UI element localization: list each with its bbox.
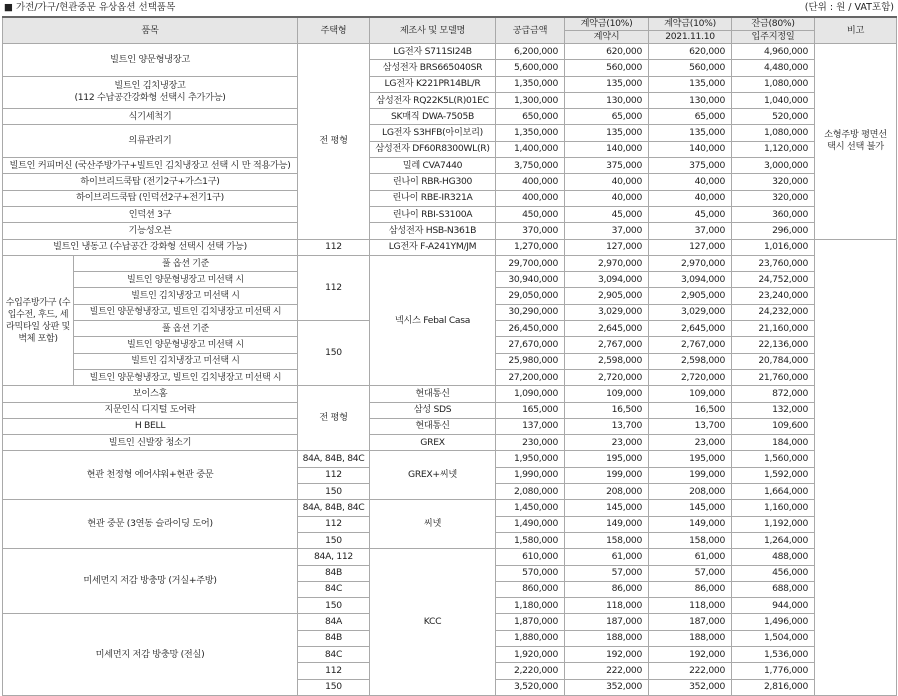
price-cell: 118,000 xyxy=(649,598,732,614)
price-cell: 360,000 xyxy=(732,206,815,222)
price-cell: 40,000 xyxy=(649,190,732,206)
price-cell: 2,970,000 xyxy=(649,255,732,271)
type-cell: 150 xyxy=(298,484,370,500)
price-cell: 149,000 xyxy=(565,516,649,532)
maker-cell: 삼성전자 HSB-N361B xyxy=(370,223,496,239)
item-cell: 미세먼지 저감 방충망 (전실) xyxy=(3,614,298,695)
price-cell: 1,990,000 xyxy=(496,467,565,483)
price-cell: 620,000 xyxy=(565,44,649,60)
price-cell: 40,000 xyxy=(565,174,649,190)
price-cell: 37,000 xyxy=(649,223,732,239)
maker-cell: KCC xyxy=(370,549,496,696)
furniture-label: 수입주방가구 (수입수전, 후드, 세라믹타일 상판 및 벽체 포함) xyxy=(3,255,74,385)
item-cell: 빌트인 신발장 청소기 xyxy=(3,435,298,451)
price-cell: 184,000 xyxy=(732,435,815,451)
price-cell: 135,000 xyxy=(649,76,732,92)
price-cell: 230,000 xyxy=(496,435,565,451)
price-cell: 2,720,000 xyxy=(649,369,732,385)
price-cell: 188,000 xyxy=(565,630,649,646)
maker-cell: 현대통신 xyxy=(370,418,496,434)
price-cell: 520,000 xyxy=(732,109,815,125)
price-cell: 1,490,000 xyxy=(496,516,565,532)
price-cell: 23,000 xyxy=(565,435,649,451)
col-maker: 제조사 및 모델명 xyxy=(370,17,496,44)
price-cell: 2,645,000 xyxy=(565,321,649,337)
maker-cell: SK매직 DWA-7505B xyxy=(370,109,496,125)
page-title: ■ 가전/가구/현관중문 유상옵션 선택품목 xyxy=(4,2,176,13)
price-cell: 1,664,000 xyxy=(732,484,815,500)
maker-cell: 밀레 CVA7440 xyxy=(370,158,496,174)
price-cell: 192,000 xyxy=(649,646,732,662)
price-cell: 192,000 xyxy=(565,646,649,662)
price-cell: 127,000 xyxy=(565,239,649,255)
price-cell: 86,000 xyxy=(565,581,649,597)
price-cell: 109,000 xyxy=(649,386,732,402)
table-row xyxy=(3,435,897,451)
price-cell: 1,450,000 xyxy=(496,500,565,516)
furniture-sub-item: 빌트인 양문형냉장고, 빌트인 김치냉장고 미선택 시 xyxy=(74,369,298,385)
type-cell: 84A, 84B, 84C xyxy=(298,451,370,467)
maker-cell: 넥시스 Febal Casa xyxy=(370,255,496,385)
price-cell: 13,700 xyxy=(649,418,732,434)
price-cell: 22,136,000 xyxy=(732,337,815,353)
col-deposit2: 계약금(10%) xyxy=(649,17,732,31)
price-cell: 188,000 xyxy=(649,630,732,646)
price-cell: 3,029,000 xyxy=(649,304,732,320)
table-row xyxy=(3,418,897,434)
item-cell: 하이브리드쿡탑 (인덕션2구+전기1구) xyxy=(3,190,298,206)
price-cell: 4,960,000 xyxy=(732,44,815,60)
table-row xyxy=(3,44,897,60)
price-cell: 3,029,000 xyxy=(565,304,649,320)
table-row xyxy=(3,174,897,190)
price-cell: 1,180,000 xyxy=(496,598,565,614)
price-cell: 45,000 xyxy=(649,206,732,222)
price-cell: 872,000 xyxy=(732,386,815,402)
maker-cell: LG전자 S711SI24B xyxy=(370,44,496,60)
price-cell: 1,016,000 xyxy=(732,239,815,255)
item-cell: 현관 천정형 에어샤워+현관 중문 xyxy=(3,451,298,500)
type-cell: 84C xyxy=(298,581,370,597)
item-cell: H BELL xyxy=(3,418,298,434)
table-row xyxy=(3,402,897,418)
price-cell: 65,000 xyxy=(565,109,649,125)
price-cell: 400,000 xyxy=(496,190,565,206)
item-subtext: (112 수납공간강화형 선택시 추가가능) xyxy=(74,92,226,104)
furniture-sub-item: 빌트인 김치냉장고 미선택 시 xyxy=(74,353,298,369)
price-cell: 109,000 xyxy=(565,386,649,402)
type-cell: 84A, 112 xyxy=(298,549,370,565)
price-cell: 187,000 xyxy=(649,614,732,630)
price-cell: 37,000 xyxy=(565,223,649,239)
item-cell: 지문인식 디지털 도어락 xyxy=(3,402,298,418)
price-cell: 23,000 xyxy=(649,435,732,451)
price-cell: 860,000 xyxy=(496,581,565,597)
price-cell: 23,240,000 xyxy=(732,288,815,304)
type-cell: 150 xyxy=(298,321,370,386)
price-cell: 1,300,000 xyxy=(496,92,565,108)
maker-cell: 씨넷 xyxy=(370,500,496,549)
price-cell: 1,536,000 xyxy=(732,646,815,662)
maker-cell: 현대통신 xyxy=(370,386,496,402)
price-cell: 30,290,000 xyxy=(496,304,565,320)
price-cell: 109,600 xyxy=(732,418,815,434)
maker-cell: 린나이 RBI-S3100A xyxy=(370,206,496,222)
table-row xyxy=(3,549,897,565)
price-cell: 3,520,000 xyxy=(496,679,565,695)
col-deposit1-sub: 계약시 xyxy=(565,31,649,44)
price-cell: 140,000 xyxy=(649,141,732,157)
price-cell: 570,000 xyxy=(496,565,565,581)
table-row xyxy=(3,500,897,516)
price-cell: 375,000 xyxy=(565,158,649,174)
item-cell: 보이스홈 xyxy=(3,386,298,402)
col-deposit2-date: 2021.11.10 xyxy=(649,31,732,44)
maker-cell: LG전자 F-A241YM/JM xyxy=(370,239,496,255)
price-cell: 2,645,000 xyxy=(649,321,732,337)
price-cell: 208,000 xyxy=(565,484,649,500)
price-cell: 135,000 xyxy=(565,125,649,141)
price-cell: 29,050,000 xyxy=(496,288,565,304)
type-cell: 84C xyxy=(298,646,370,662)
price-cell: 16,500 xyxy=(649,402,732,418)
price-cell: 118,000 xyxy=(565,598,649,614)
maker-cell: LG전자 K221PR14BL/R xyxy=(370,76,496,92)
price-cell: 400,000 xyxy=(496,174,565,190)
item-cell: 하이브리드쿡탑 (전기2구+가스1구) xyxy=(3,174,298,190)
table-row xyxy=(3,206,897,222)
price-cell: 296,000 xyxy=(732,223,815,239)
maker-cell: GREX xyxy=(370,435,496,451)
item-cell: 식기세척기 xyxy=(3,109,298,125)
furniture-sub-item: 빌트인 양문형냉장고, 빌트인 김치냉장고 미선택 시 xyxy=(74,304,298,320)
price-cell: 2,220,000 xyxy=(496,663,565,679)
type-cell: 84A, 84B, 84C xyxy=(298,500,370,516)
maker-cell: 린나이 RBR-HG300 xyxy=(370,174,496,190)
price-cell: 1,350,000 xyxy=(496,76,565,92)
price-cell: 650,000 xyxy=(496,109,565,125)
item-text: 빌트인 김치냉장고 xyxy=(114,80,186,92)
price-cell: 132,000 xyxy=(732,402,815,418)
price-cell: 1,920,000 xyxy=(496,646,565,662)
price-cell: 2,720,000 xyxy=(565,369,649,385)
price-cell: 61,000 xyxy=(565,549,649,565)
price-cell: 1,950,000 xyxy=(496,451,565,467)
price-cell: 3,000,000 xyxy=(732,158,815,174)
price-cell: 450,000 xyxy=(496,206,565,222)
maker-cell: 삼성 SDS xyxy=(370,402,496,418)
price-cell: 30,940,000 xyxy=(496,272,565,288)
table-row xyxy=(3,451,897,467)
item-cell: 인덕션 3구 xyxy=(3,206,298,222)
page-header xyxy=(0,0,898,16)
table-row xyxy=(3,386,897,402)
price-cell: 1,504,000 xyxy=(732,630,815,646)
price-cell: 25,980,000 xyxy=(496,353,565,369)
price-cell: 130,000 xyxy=(565,92,649,108)
price-cell: 560,000 xyxy=(565,60,649,76)
price-cell: 488,000 xyxy=(732,549,815,565)
type-cell: 112 xyxy=(298,239,370,255)
price-cell: 65,000 xyxy=(649,109,732,125)
price-cell: 1,080,000 xyxy=(732,76,815,92)
maker-cell: 삼성전자 BRS665040SR xyxy=(370,60,496,76)
table-header xyxy=(3,17,897,44)
price-cell: 3,750,000 xyxy=(496,158,565,174)
price-cell: 199,000 xyxy=(649,467,732,483)
price-cell: 2,080,000 xyxy=(496,484,565,500)
price-cell: 13,700 xyxy=(565,418,649,434)
price-cell: 370,000 xyxy=(496,223,565,239)
table-row xyxy=(3,255,897,271)
price-cell: 195,000 xyxy=(649,451,732,467)
maker-cell: 삼성전자 RQ22K5L(R)01EC xyxy=(370,92,496,108)
type-cell: 84A xyxy=(298,614,370,630)
price-cell: 165,000 xyxy=(496,402,565,418)
price-cell: 24,232,000 xyxy=(732,304,815,320)
price-cell: 145,000 xyxy=(649,500,732,516)
col-balance: 잔금(80%) xyxy=(732,17,815,31)
price-cell: 375,000 xyxy=(649,158,732,174)
col-balance-sub: 입주지정일 xyxy=(732,31,815,44)
price-cell: 2,767,000 xyxy=(649,337,732,353)
price-cell: 1,264,000 xyxy=(732,532,815,548)
price-cell: 6,200,000 xyxy=(496,44,565,60)
price-cell: 1,776,000 xyxy=(732,663,815,679)
price-cell: 2,905,000 xyxy=(565,288,649,304)
price-cell: 21,160,000 xyxy=(732,321,815,337)
price-cell: 2,905,000 xyxy=(649,288,732,304)
price-cell: 1,592,000 xyxy=(732,467,815,483)
type-cell: 112 xyxy=(298,255,370,320)
price-cell: 27,670,000 xyxy=(496,337,565,353)
table-row xyxy=(3,125,897,141)
price-cell: 158,000 xyxy=(649,532,732,548)
maker-cell: 삼성전자 DF60R8300WL(R) xyxy=(370,141,496,157)
price-cell: 3,094,000 xyxy=(565,272,649,288)
price-cell: 45,000 xyxy=(565,206,649,222)
price-cell: 688,000 xyxy=(732,581,815,597)
price-cell: 1,880,000 xyxy=(496,630,565,646)
price-cell: 57,000 xyxy=(565,565,649,581)
price-cell: 1,120,000 xyxy=(732,141,815,157)
item-cell: 현관 중문 (3연동 슬라이딩 도어) xyxy=(3,500,298,549)
type-cell: 전 평형 xyxy=(298,386,370,451)
table-row xyxy=(3,239,897,255)
furniture-sub-item: 빌트인 양문형냉장고 미선택 시 xyxy=(74,337,298,353)
price-cell: 137,000 xyxy=(496,418,565,434)
price-cell: 3,094,000 xyxy=(649,272,732,288)
note-cell: 소형주방 평면선택시 선택 불가 xyxy=(815,44,897,240)
type-cell: 112 xyxy=(298,467,370,483)
price-cell: 1,270,000 xyxy=(496,239,565,255)
price-cell: 4,480,000 xyxy=(732,60,815,76)
option-price-table xyxy=(2,16,897,696)
price-cell: 320,000 xyxy=(732,190,815,206)
price-cell: 135,000 xyxy=(565,76,649,92)
price-cell: 40,000 xyxy=(565,190,649,206)
price-cell: 127,000 xyxy=(649,239,732,255)
furniture-sub-item: 풀 옵션 기준 xyxy=(74,321,298,337)
table-row xyxy=(3,223,897,239)
item-cell: 빌트인 커피머신 (국산주방가구+빌트인 김치냉장고 선택 시 만 적용가능) xyxy=(3,158,298,174)
col-supply: 공급금액 xyxy=(496,17,565,44)
price-cell: 456,000 xyxy=(732,565,815,581)
price-cell: 135,000 xyxy=(649,125,732,141)
maker-cell: 린나이 RBE-IR321A xyxy=(370,190,496,206)
table-row xyxy=(3,190,897,206)
price-cell: 1,350,000 xyxy=(496,125,565,141)
price-cell: 2,598,000 xyxy=(565,353,649,369)
item-cell xyxy=(3,76,298,109)
furniture-sub-item: 풀 옵션 기준 xyxy=(74,255,298,271)
item-cell: 기능성오븐 xyxy=(3,223,298,239)
price-cell: 40,000 xyxy=(649,174,732,190)
table-row xyxy=(3,158,897,174)
type-cell: 84B xyxy=(298,630,370,646)
price-cell: 195,000 xyxy=(565,451,649,467)
price-cell: 1,040,000 xyxy=(732,92,815,108)
price-cell: 5,600,000 xyxy=(496,60,565,76)
type-cell: 150 xyxy=(298,532,370,548)
price-cell: 944,000 xyxy=(732,598,815,614)
item-cell: 빌트인 냉동고 (수납공간 강화형 선택시 선택 가능) xyxy=(3,239,298,255)
maker-cell: GREX+씨넷 xyxy=(370,451,496,500)
price-cell: 1,090,000 xyxy=(496,386,565,402)
price-cell: 208,000 xyxy=(649,484,732,500)
price-cell: 610,000 xyxy=(496,549,565,565)
price-cell: 26,450,000 xyxy=(496,321,565,337)
furniture-sub-item: 빌트인 김치냉장고 미선택 시 xyxy=(74,288,298,304)
price-cell: 130,000 xyxy=(649,92,732,108)
item-cell: 미세먼지 저감 방충망 (거실+주방) xyxy=(3,549,298,614)
price-cell: 24,752,000 xyxy=(732,272,815,288)
price-cell: 23,760,000 xyxy=(732,255,815,271)
price-cell: 1,192,000 xyxy=(732,516,815,532)
maker-cell: LG전자 S3HFB(아이보리) xyxy=(370,125,496,141)
table-row xyxy=(3,109,897,125)
col-note: 비고 xyxy=(815,17,897,44)
col-item: 품목 xyxy=(3,17,298,44)
note-cell-empty xyxy=(815,239,897,695)
price-cell: 86,000 xyxy=(649,581,732,597)
col-deposit1: 계약금(10%) xyxy=(565,17,649,31)
price-cell: 27,200,000 xyxy=(496,369,565,385)
type-cell: 112 xyxy=(298,516,370,532)
price-cell: 29,700,000 xyxy=(496,255,565,271)
price-cell: 1,080,000 xyxy=(732,125,815,141)
unit-note: (단위 : 원 / VAT포함) xyxy=(804,2,894,13)
price-cell: 1,496,000 xyxy=(732,614,815,630)
price-cell: 560,000 xyxy=(649,60,732,76)
price-cell: 352,000 xyxy=(649,679,732,695)
price-cell: 158,000 xyxy=(565,532,649,548)
price-cell: 61,000 xyxy=(649,549,732,565)
price-cell: 199,000 xyxy=(565,467,649,483)
table-body xyxy=(3,44,897,696)
type-cell: 84B xyxy=(298,565,370,581)
price-cell: 145,000 xyxy=(565,500,649,516)
price-cell: 1,560,000 xyxy=(732,451,815,467)
price-cell: 1,580,000 xyxy=(496,532,565,548)
furniture-sub-item: 빌트인 양문형냉장고 미선택 시 xyxy=(74,272,298,288)
price-cell: 21,760,000 xyxy=(732,369,815,385)
type-cell: 150 xyxy=(298,598,370,614)
item-cell: 빌트인 양문형냉장고 xyxy=(3,44,298,77)
col-type: 주택형 xyxy=(298,17,370,44)
price-cell: 222,000 xyxy=(565,663,649,679)
price-cell: 2,816,000 xyxy=(732,679,815,695)
type-cell: 112 xyxy=(298,663,370,679)
price-cell: 1,160,000 xyxy=(732,500,815,516)
price-cell: 320,000 xyxy=(732,174,815,190)
price-cell: 352,000 xyxy=(565,679,649,695)
price-cell: 2,598,000 xyxy=(649,353,732,369)
price-cell: 140,000 xyxy=(565,141,649,157)
price-cell: 620,000 xyxy=(649,44,732,60)
price-cell: 2,970,000 xyxy=(565,255,649,271)
type-cell: 150 xyxy=(298,679,370,695)
price-cell: 149,000 xyxy=(649,516,732,532)
price-cell: 1,870,000 xyxy=(496,614,565,630)
table-row xyxy=(3,76,897,92)
price-cell: 20,784,000 xyxy=(732,353,815,369)
price-cell: 1,400,000 xyxy=(496,141,565,157)
price-cell: 222,000 xyxy=(649,663,732,679)
type-cell: 전 평형 xyxy=(298,44,370,240)
item-cell: 의류관리기 xyxy=(3,125,298,158)
price-cell: 2,767,000 xyxy=(565,337,649,353)
price-cell: 16,500 xyxy=(565,402,649,418)
price-cell: 57,000 xyxy=(649,565,732,581)
price-cell: 187,000 xyxy=(565,614,649,630)
